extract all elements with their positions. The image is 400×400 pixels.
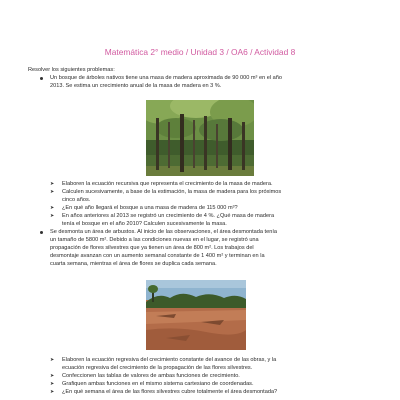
problem1-statement-line: 2013. Se estima un crecimiento anual de la masa de madera en 3 %. (50, 83, 222, 89)
problem1-task: En años anteriores al 2013 se registró un crecimiento de 4 %. ¿Qué masa de madera (62, 213, 275, 219)
forest-photo (146, 100, 254, 176)
arrow-bullet-icon: ➤ (50, 389, 55, 395)
bullet-icon (40, 77, 43, 80)
problem2-task: ¿En qué semana el área de las flores silvestres cubre totalmente el área desmontada? (62, 389, 278, 395)
problem2-statement-line: Se desmonta un área de arbustos. Al inicio de las observaciones, el área desmontada tenía (50, 229, 277, 235)
problem2-task: Elaboren la ecuación regresiva del crecimiento constante del avance de las obras, y la (62, 357, 277, 363)
problem2-statement-line: un tamaño de 5800 m². Debido a las condiciones nuevas en el lugar, se registró una (50, 237, 259, 243)
arrow-bullet-icon: ➤ (50, 381, 55, 387)
problem2-task: Grafiquen ambas funciones en el mismo sistema cartesiano de coordenadas. (62, 381, 254, 387)
problem1-task: Elaboren la ecuación recursiva que representa el crecimiento de la masa de madera. (62, 181, 273, 187)
problem2-task: Confeccionen las tablas de valores de ambas funciones de crecimiento. (62, 373, 240, 379)
arrow-bullet-icon: ➤ (50, 373, 55, 379)
problem2-statement-line: desmontaje avanzan con un aumento semanal constante de 1 400 m² y terminan en la (50, 253, 265, 259)
problem1-task: Calculen sucesivamente, a base de la estimación, la masa de madera para los próximos (62, 189, 282, 195)
arrow-bullet-icon: ➤ (50, 181, 55, 187)
cleared-land-image (146, 280, 246, 350)
arrow-bullet-icon: ➤ (50, 213, 55, 219)
arrow-bullet-icon: ➤ (50, 189, 55, 195)
forest-image (146, 100, 254, 176)
problem2-task-continued: ecuación regresiva del crecimiento de la propagación de las flores silvestres. (62, 365, 253, 371)
problem1-statement-line: Un bosque de árboles nativos tiene una masa de madera aproximada de 90 000 m³ en el año (50, 75, 282, 81)
bullet-icon (40, 231, 43, 234)
page-title: Matemática 2° medio / Unidad 3 / OA6 / Actividad 8 (104, 47, 296, 57)
problem1-task-continued: cinco años. (62, 197, 91, 203)
problem1-task-continued: tenía el bosque en el año 2010? Calculen sucesivamente la masa. (62, 221, 227, 227)
problem2-statement-line: cuarta semana, mientras el área de flores se duplica cada semana. (50, 261, 217, 267)
clearing-photo (146, 280, 246, 350)
instructions-text: Resolver los siguientes problemas: (28, 67, 115, 73)
arrow-bullet-icon: ➤ (50, 205, 55, 211)
problem2-statement-line: propagación de flores silvestres que ya tienen un área de 800 m². Los trabajos del (50, 245, 254, 251)
problem1-task: ¿En qué año llegará el bosque a una masa de madera de 115 000 m³? (62, 205, 238, 211)
arrow-bullet-icon: ➤ (50, 357, 55, 363)
